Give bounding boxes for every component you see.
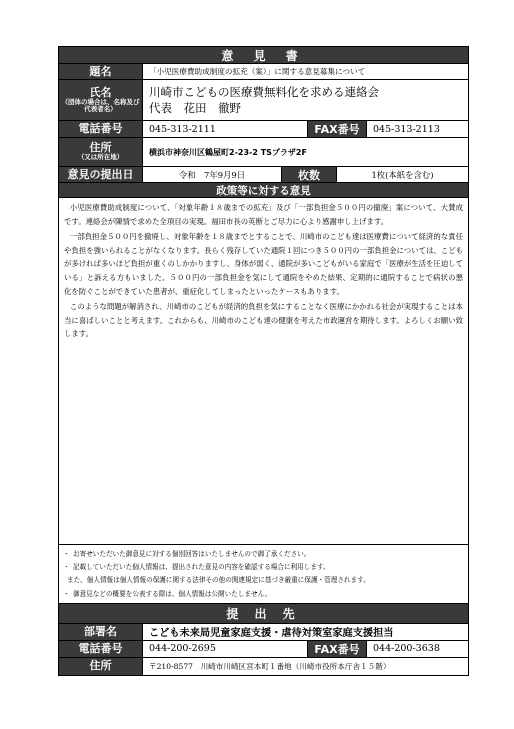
submit-fax-value: 044-200-3638 xyxy=(373,643,440,655)
note-item xyxy=(63,561,464,574)
bullet-icon: ・ xyxy=(63,589,70,598)
note-item xyxy=(63,588,464,601)
form-title: 意 見 書 xyxy=(59,47,468,64)
note-text: 記載していただいた個人情報は、提出された意見の内容を確認する場合に利用します。 xyxy=(73,563,330,572)
submit-fax-label: FAX番号 xyxy=(307,641,367,657)
note-text: 御意見などの概要を公表する際は、個人情報は公開いたしません。 xyxy=(73,589,272,598)
note-item xyxy=(63,548,464,561)
name-value xyxy=(143,80,468,120)
note-text: また、個人情報は個人情報の保護に関する法律その他の関連規定に基づき厳重に保護・管理されます。 xyxy=(67,576,370,585)
subject-row xyxy=(59,64,468,80)
name-row xyxy=(59,80,468,121)
dept-value: こども未来局児童家庭支援・虐待対策室家庭支援担当 xyxy=(149,628,394,640)
phone-label-text: 電話番号 xyxy=(78,122,123,135)
pages-value: 1枚(本紙を含む) xyxy=(371,169,434,180)
note-item xyxy=(63,574,464,587)
bullet-icon: ・ xyxy=(63,563,70,572)
submit-phone-row xyxy=(59,641,468,658)
fax-label: FAX番号 xyxy=(307,121,367,137)
date-value: 令和 7年9月9日 xyxy=(178,169,246,180)
notes-block xyxy=(59,545,468,604)
bullet-icon: ・ xyxy=(63,550,70,558)
subject-value: 「小児医療費助成制度の拡充（案）」に関する意見募集について xyxy=(149,67,366,76)
dept-label-text: 部署名 xyxy=(84,624,117,638)
fax-value: 045-313-2113 xyxy=(373,123,440,135)
name-label-text: 氏名 xyxy=(89,85,112,99)
submit-address-label xyxy=(59,658,143,675)
submit-address-label-text: 住所 xyxy=(89,659,112,673)
name-sub-label: （団体の場合は、名称及び代表者名） xyxy=(61,97,140,113)
date-label xyxy=(59,167,143,182)
submit-phone-label-text: 電話番号 xyxy=(78,641,123,655)
phone-value: 045-313-2111 xyxy=(149,123,216,135)
name-label xyxy=(59,80,143,120)
address-label-text: 住所 xyxy=(89,141,112,155)
address-sub-label: （又は所在地） xyxy=(77,153,124,162)
org-name: 川崎市こどもの医療費無料化を求める連絡会 xyxy=(149,85,379,99)
date-label-text: 意見の提出日 xyxy=(67,167,134,181)
submit-phone-value: 044-200-2695 xyxy=(149,643,216,655)
opinion-form xyxy=(58,46,469,676)
pages-label: 枚数 xyxy=(281,167,337,182)
opinion-body xyxy=(59,198,468,545)
subject-label xyxy=(59,64,143,79)
address-row xyxy=(59,138,468,167)
address-value: 横浜市神奈川区鶴屋町2-23-2 TSプラザ2F xyxy=(149,147,307,157)
note-text: お寄せいただいた御意見に対する個別回答はいたしませんので御了承ください。 xyxy=(73,550,311,558)
representative-name: 代表 花田 徹野 xyxy=(149,101,241,115)
subject-label-text: 題名 xyxy=(89,64,112,78)
submit-address-value: 〒210-8577 川崎市川崎区宮本町１番地（川崎市役所本庁舎１５階） xyxy=(149,661,391,671)
phone-row xyxy=(59,121,468,138)
phone-label xyxy=(59,121,143,137)
opinion-section-title: 政策等に対する意見 xyxy=(59,183,468,198)
opinion-paragraph: 小児医療費助成制度について、「対象年齢１８歳までの拡充」及び「一部負担金５００円の撤廃」案について、大賛成です。連絡会が陳情で求めた全項目の実現。福田市長の英断とご尽力に心より感謝申し上げます。 xyxy=(64,203,463,226)
submit-phone-label xyxy=(59,641,143,657)
dept-row xyxy=(59,624,468,641)
date-row xyxy=(59,167,468,183)
opinion-paragraph: このような問題が解消され、川崎市のこどもが経済的負担を気にすることなく医療にかかれる社会が実現することは本当に喜ばしいことと考えます。これからも、川崎市のこども達の健康を考えた市政運営を期待します。よろしくお願い致します。 xyxy=(64,302,463,339)
dept-label xyxy=(59,624,143,640)
submission-title: 提 出 先 xyxy=(59,604,468,624)
address-label xyxy=(59,138,143,166)
submit-address-row xyxy=(59,658,468,675)
opinion-paragraph: 一部負担金５００円を撤廃し、対象年齢を１８歳までとすることで、川崎市のこども達は医療費について経済的な責任や負担を強いられることがなくなります。長らく残存していた通院１回につき５００円の一部負担金については、こどもが多ければ多いほど負担が重くのしかかりますし、身体が弱く、通院が多いこどもがいる家庭で「医療が生活を圧迫している」と訴える方もいました。５００円の一部負担金を気にして通院をやめた結果、定期的に通院することで病状の悪化を防ぐことができていた患者が、重症化してしまったといったケースもあります。 xyxy=(64,232,463,296)
